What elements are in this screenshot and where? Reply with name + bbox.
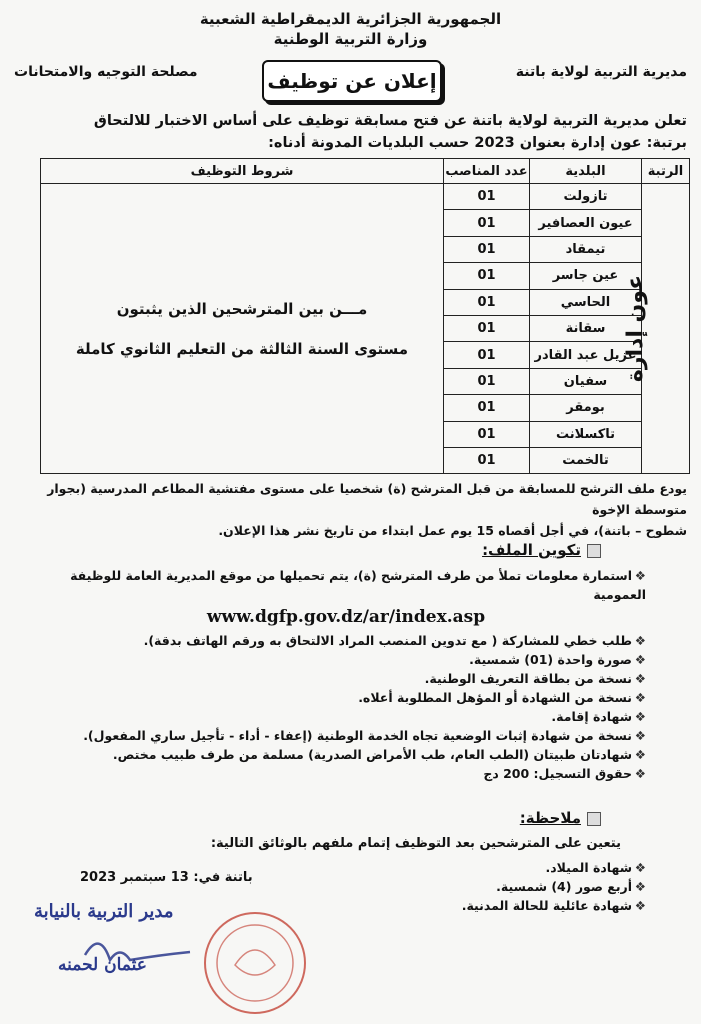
- municipality-cell: عزيل عبد القادر: [530, 342, 642, 368]
- bullet-icon: ❖: [634, 652, 646, 667]
- place-date: باتنة في: 13 سبتمبر 2023: [80, 870, 253, 885]
- municipality-cell: تازولت: [530, 184, 642, 210]
- deposit-line-1: يودع ملف الترشح للمسابقة من قبل المترشح (ة) شخصيا على مستوى مفتشية المطاعم المدرسية (بجوار متوسطة الإخوة: [47, 481, 687, 517]
- bullet-icon: ❖: [634, 690, 646, 705]
- bullet-icon: ❖: [634, 747, 646, 762]
- posts-cell: 01: [444, 236, 530, 262]
- bullet-icon: ❖: [634, 568, 646, 583]
- list-item: ❖طلب خطي للمشاركة ( مع تدوين المنصب المراد الالتحاق به ورقم الهاتف بدقة).: [143, 633, 646, 648]
- list-item: ❖شهادة الميلاد.: [545, 860, 646, 875]
- intro-line-1: تعلن مديرية التربية لولاية باتنة عن فتح مسابقة توظيف على أساس الاختبار للالتحاق: [93, 113, 687, 129]
- list-item: ❖نسخة من بطاقة التعريف الوطنية.: [424, 671, 646, 686]
- bullet-icon: ❖: [634, 879, 646, 894]
- posts-cell: 01: [444, 368, 530, 394]
- note-section-title: ملاحظة:: [520, 808, 601, 827]
- posts-cell: 01: [444, 263, 530, 289]
- directorate-name: مديرية التربية لولاية باتنة: [515, 64, 687, 80]
- deposit-paragraph: [7, 478, 687, 541]
- municipality-cell: سقانة: [530, 315, 642, 341]
- bullet-icon: ❖: [634, 709, 646, 724]
- files-section-title: تكوين الملف:: [482, 540, 601, 559]
- rank-cell: [622, 184, 690, 474]
- service-name: مصلحة التوجيه والامتحانات: [14, 64, 198, 80]
- republic-name: الجمهورية الجزائرية الديمقراطية الشعبية: [199, 10, 502, 28]
- municipality-cell: تالخمت: [530, 447, 642, 473]
- header-posts: عدد المناصب: [444, 159, 530, 184]
- municipality-cell: عين جاسر: [530, 263, 642, 289]
- section-icon: [587, 812, 601, 826]
- posts-cell: 01: [444, 395, 530, 421]
- bullet-icon: ❖: [634, 633, 646, 648]
- header-conditions: شروط التوظيف: [41, 159, 444, 184]
- list-item: ❖شهادة عائلية للحالة المدنية.: [461, 898, 646, 913]
- posts-cell: 01: [444, 315, 530, 341]
- list-item: ❖حقوق التسجيل: 200 دج: [483, 766, 646, 781]
- conditions-cell: [41, 184, 444, 474]
- intro-line-2: برتبة: عون إدارة بعنوان 2023 حسب البلديات المدونة أدناه:: [268, 135, 687, 151]
- table-row: [41, 184, 690, 210]
- list-item: ❖أربع صور (4) شمسية.: [496, 879, 646, 894]
- municipality-cell: عيون العصافير: [530, 210, 642, 236]
- header-rank: الرتبة: [642, 159, 690, 184]
- municipality-cell: الحاسي: [530, 289, 642, 315]
- list-item: ❖استمارة معلومات تملأ من طرف المترشح (ة)، يتم تحميلها من موقع المديرية العامة للوظيفة العمومية: [70, 568, 646, 602]
- posts-cell: 01: [444, 342, 530, 368]
- municipality-cell: تاكسلانت: [530, 421, 642, 447]
- list-item: ❖شهادة إقامة.: [551, 709, 646, 724]
- signature-block: [30, 895, 320, 1015]
- posts-cell: 01: [444, 289, 530, 315]
- jobs-table: [40, 158, 690, 474]
- bullet-icon: ❖: [634, 671, 646, 686]
- header-municipality: البلدية: [530, 159, 642, 184]
- ministry-name: وزارة التربية الوطنية: [273, 30, 428, 48]
- posts-cell: 01: [444, 447, 530, 473]
- list-item: ❖صورة واحدة (01) شمسية.: [469, 652, 646, 667]
- conditions-line-1: مـــن بين المترشحين الذين يثبتون: [116, 299, 368, 318]
- municipality-cell: تيمقاد: [530, 236, 642, 262]
- intro-paragraph: [15, 110, 687, 154]
- list-item: ❖شهادتان طبيتان (الطب العام، طب الأمراض الصدرية) مسلمة من طرف طبيب مختص.: [112, 747, 646, 762]
- deposit-line-2: شطوح – باتنة)، في أجل أقصاه 15 يوم عمل ابتداء من تاريخ نشر هذا الإعلان.: [218, 523, 687, 538]
- posts-cell: 01: [444, 210, 530, 236]
- url-line: [46, 604, 646, 631]
- bullet-icon: ❖: [634, 766, 646, 781]
- posts-cell: 01: [444, 184, 530, 210]
- dgfp-url: www.dgfp.gov.dz/ar/index.asp: [206, 607, 486, 627]
- signatory-name: عثمان لحمنه: [58, 955, 147, 975]
- signatory-title: مدير التربية بالنيابة: [34, 901, 174, 922]
- municipality-cell: سفيان: [530, 368, 642, 394]
- rank-value: عون إدارة: [622, 274, 648, 383]
- bullet-icon: ❖: [634, 728, 646, 743]
- announcement-title: إعلان عن توظيف: [262, 60, 442, 102]
- section-icon: [587, 544, 601, 558]
- conditions-line-2: مستوى السنة الثالثة من التعليم الثانوي كاملة: [75, 339, 409, 358]
- posts-cell: 01: [444, 421, 530, 447]
- note-intro: يتعين على المترشحين بعد التوظيف إتمام ملفهم بالوثائق التالية:: [210, 836, 621, 851]
- list-item: ❖نسخة من شهادة إثبات الوضعية تجاه الخدمة الوطنية (إعفاء - أداء - تأجيل ساري المفعول).: [83, 728, 646, 743]
- files-list: [46, 566, 646, 783]
- bullet-icon: ❖: [634, 898, 646, 913]
- list-item: ❖نسخة من الشهادة أو المؤهل المطلوبة أعلاه.: [358, 690, 646, 705]
- municipality-cell: بومقر: [530, 395, 642, 421]
- bullet-icon: ❖: [634, 860, 646, 875]
